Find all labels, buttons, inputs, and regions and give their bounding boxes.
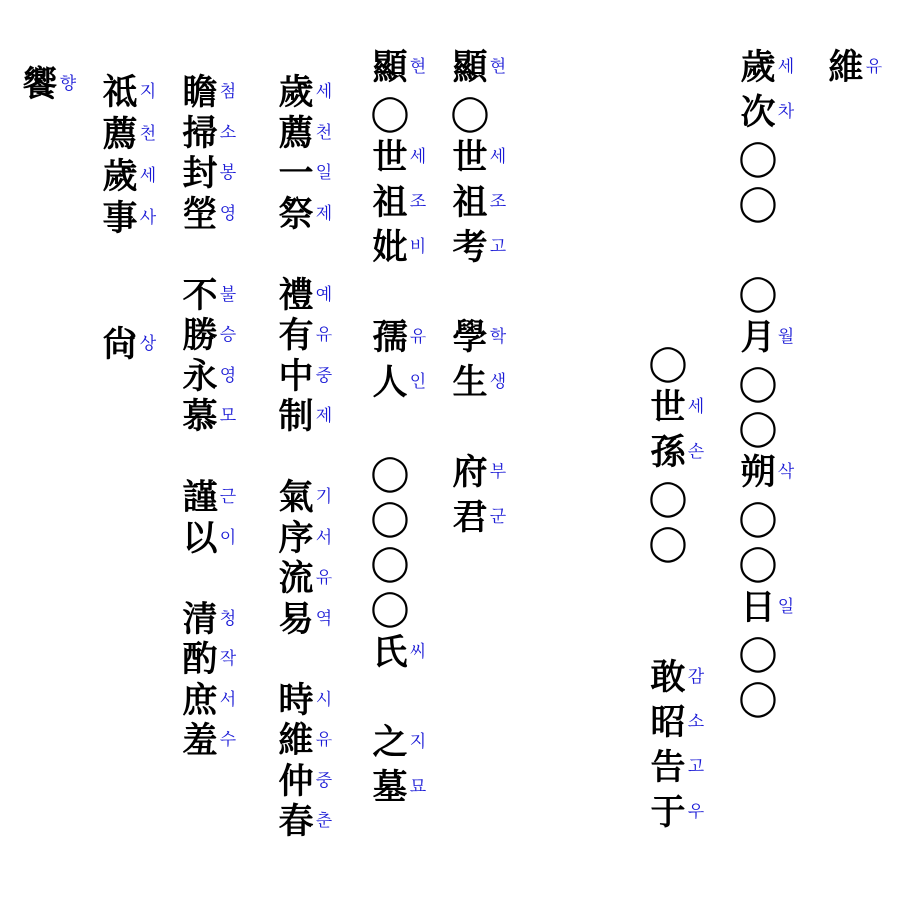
hangul-reading: 영 [219, 203, 237, 224]
placeholder-circle: ◯ [738, 362, 778, 403]
hangul-reading: 첨 [219, 82, 237, 102]
hangul-reading: 서 [315, 527, 333, 548]
hanja-character: 孫 [650, 432, 686, 473]
hangul-reading: 수 [219, 730, 237, 750]
hangul-reading: 월 [777, 327, 795, 347]
hanja-character: 制 [278, 396, 314, 437]
hanja-character: 酌 [182, 639, 218, 680]
hangul-reading: 씨 [409, 642, 427, 662]
placeholder-circle: ◯ [738, 272, 778, 313]
hangul-reading: 소 [219, 122, 237, 143]
placeholder-circle: ◯ [738, 182, 778, 223]
hangul-reading: 중 [315, 365, 333, 386]
hangul-reading: 작 [219, 649, 237, 669]
hanja-character: 日 [740, 587, 776, 628]
hanja-character: 中 [278, 355, 314, 397]
hangul-reading: 현 [489, 57, 507, 77]
hanja-character: 禮 [278, 274, 314, 316]
hanja-character: 孺 [372, 317, 408, 358]
hanja-character: 歲 [102, 156, 138, 197]
hanja-character: 瞻 [182, 72, 218, 113]
hangul-reading: 향 [59, 74, 77, 94]
hanja-character: 歲 [278, 72, 314, 113]
hanja-character: 仲 [278, 760, 314, 802]
hangul-reading: 세 [777, 57, 795, 77]
hanja-character: 維 [278, 720, 314, 761]
hangul-reading: 조 [409, 192, 427, 212]
hanja-character: 以 [182, 517, 218, 559]
hanja-character: 有 [278, 315, 314, 356]
hanja-character: 昭 [650, 702, 686, 743]
hanja-character: 氏 [372, 632, 408, 673]
hangul-reading: 천 [139, 124, 157, 144]
hangul-reading: 소 [687, 712, 705, 732]
hangul-reading: 인 [409, 372, 427, 392]
hanja-character: 朔 [740, 452, 776, 493]
hanja-character: 易 [278, 598, 314, 640]
hanja-character: 饗 [22, 64, 58, 105]
hanja-character: 不 [182, 274, 218, 316]
hanja-character: 顯 [452, 47, 488, 88]
hanja-character: 世 [650, 387, 686, 428]
hangul-reading: 차 [777, 102, 795, 122]
hangul-reading: 부 [489, 462, 507, 482]
placeholder-circle: ◯ [370, 497, 410, 538]
hangul-reading: 고 [489, 237, 507, 257]
placeholder-circle: ◯ [738, 677, 778, 718]
hanja-character: 掃 [182, 112, 218, 154]
hangul-reading: 서 [219, 689, 237, 710]
hangul-reading: 중 [315, 770, 333, 791]
hanja-character: 勝 [182, 315, 218, 356]
hangul-reading: 봉 [219, 163, 237, 183]
hanja-character: 春 [278, 801, 314, 842]
hangul-reading: 천 [315, 122, 333, 143]
hanja-character: 薦 [102, 114, 138, 155]
hangul-reading: 감 [687, 667, 705, 687]
hangul-reading: 고 [687, 757, 705, 777]
hangul-reading: 기 [315, 487, 333, 507]
hangul-reading: 일 [777, 597, 795, 617]
hangul-reading: 지 [409, 732, 427, 752]
placeholder-circle: ◯ [738, 137, 778, 178]
hangul-reading: 우 [687, 802, 705, 822]
hangul-reading: 유 [409, 327, 427, 347]
hangul-reading: 일 [315, 163, 333, 183]
hanja-character: 庶 [182, 679, 218, 721]
hanja-character: 謹 [182, 477, 218, 518]
placeholder-circle: ◯ [738, 542, 778, 583]
hangul-reading: 학 [489, 327, 507, 347]
hanja-character: 歲 [740, 47, 776, 88]
hangul-reading: 유 [315, 568, 333, 588]
hangul-reading: 사 [139, 208, 157, 228]
text-column [0, 0, 77, 906]
hanja-character: 薦 [278, 112, 314, 154]
placeholder-circle: ◯ [450, 92, 490, 133]
hanja-character: 月 [740, 317, 776, 358]
hangul-reading: 역 [315, 608, 333, 629]
hanja-character: 顯 [372, 47, 408, 88]
hangul-reading: 시 [315, 689, 333, 710]
hangul-reading: 모 [219, 406, 237, 426]
hanja-character: 墓 [372, 767, 408, 808]
hanja-character: 一 [278, 153, 314, 194]
placeholder-circle: ◯ [370, 542, 410, 583]
hanja-character: 慕 [182, 396, 218, 437]
hangul-reading: 손 [687, 442, 705, 462]
hangul-reading: 유 [865, 57, 883, 77]
hanja-character: 流 [278, 558, 314, 599]
hangul-reading: 세 [489, 147, 507, 167]
hangul-reading: 유 [315, 730, 333, 750]
hangul-reading: 청 [219, 608, 237, 629]
hanja-character: 永 [182, 355, 218, 397]
hangul-reading: 세 [687, 397, 705, 417]
hangul-reading: 현 [409, 57, 427, 77]
hangul-reading: 불 [219, 284, 237, 305]
hanja-character: 塋 [182, 193, 218, 235]
hanja-character: 封 [182, 153, 218, 194]
hangul-reading: 비 [409, 237, 427, 257]
hanja-character: 祖 [372, 182, 408, 223]
hangul-reading: 춘 [315, 811, 333, 831]
hangul-reading: 세 [315, 82, 333, 102]
hanja-character: 尙 [102, 324, 138, 365]
hanja-character: 之 [372, 722, 408, 763]
hangul-reading: 조 [489, 192, 507, 212]
hanja-character: 祭 [278, 193, 314, 235]
placeholder-circle: ◯ [738, 497, 778, 538]
hangul-reading: 예 [315, 284, 333, 305]
hanja-character: 世 [452, 137, 488, 178]
hanja-character: 于 [650, 792, 686, 833]
placeholder-circle: ◯ [370, 587, 410, 628]
hangul-reading: 묘 [409, 777, 427, 797]
hangul-reading: 군 [489, 507, 507, 527]
hanja-character: 羞 [182, 720, 218, 761]
hanja-character: 人 [372, 362, 408, 403]
hanja-character: 妣 [372, 227, 408, 268]
hangul-reading: 영 [219, 365, 237, 386]
hanja-character: 世 [372, 137, 408, 178]
placeholder-circle: ◯ [738, 407, 778, 448]
hanja-character: 序 [278, 517, 314, 559]
hangul-reading: 제 [315, 203, 333, 224]
hanja-character: 君 [452, 497, 488, 538]
hanja-character: 府 [452, 452, 488, 493]
hangul-reading: 이 [219, 527, 237, 548]
placeholder-circle: ◯ [370, 452, 410, 493]
hangul-reading: 세 [139, 166, 157, 186]
hanja-character: 祖 [452, 182, 488, 223]
hanja-character: 次 [740, 92, 776, 133]
hanja-character: 生 [452, 362, 488, 403]
placeholder-circle: ◯ [738, 632, 778, 673]
hangul-reading: 생 [489, 372, 507, 392]
hangul-reading: 지 [139, 82, 157, 102]
hanja-character: 清 [182, 598, 218, 640]
hangul-reading: 상 [139, 334, 157, 354]
hanja-character: 告 [650, 747, 686, 788]
placeholder-circle: ◯ [648, 342, 688, 383]
hangul-reading: 유 [315, 325, 333, 345]
placeholder-circle: ◯ [370, 92, 410, 133]
hanja-character: 考 [452, 227, 488, 268]
placeholder-circle: ◯ [648, 477, 688, 518]
hanja-character: 維 [828, 47, 864, 88]
hangul-reading: 삭 [777, 462, 795, 482]
hanja-character: 敢 [650, 657, 686, 698]
hangul-reading: 근 [219, 487, 237, 507]
hangul-reading: 세 [409, 147, 427, 167]
hanja-character: 事 [102, 198, 138, 239]
hangul-reading: 제 [315, 406, 333, 426]
hangul-reading: 승 [219, 325, 237, 345]
hanja-character: 時 [278, 679, 314, 721]
hanja-character: 氣 [278, 477, 314, 518]
hanja-character: 學 [452, 317, 488, 358]
hanja-character: 祗 [102, 72, 138, 113]
placeholder-circle: ◯ [648, 522, 688, 563]
